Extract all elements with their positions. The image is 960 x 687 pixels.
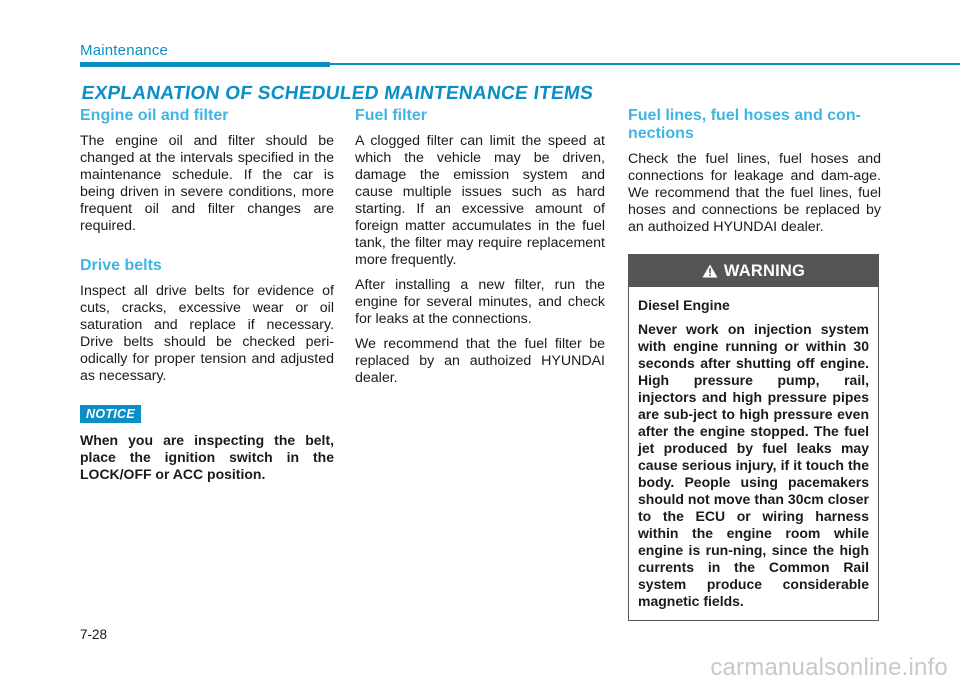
notice-text: When you are inspecting the belt, place the ignition switch in the LOCK/OFF or ACC position. — [80, 432, 334, 482]
drive-belts-body: Inspect all drive belts for evidence of cuts, cracks, excessive wear or oil saturation and replace if necessary. Drive belts should be checked peri-odically for proper tension and adjusted as necessary. — [80, 283, 334, 384]
section-label: Maintenance — [80, 42, 169, 59]
page-title: EXPLANATION OF SCHEDULED MAINTENANCE ITEMS — [80, 83, 595, 104]
warning-box — [628, 254, 879, 621]
warning-triangle-icon — [702, 264, 718, 278]
warning-label: WARNING — [723, 261, 806, 280]
drive-belts-heading: Drive belts — [80, 257, 162, 274]
page-number: 7-28 — [80, 627, 108, 642]
header-rule-thick — [80, 62, 330, 67]
engine-oil-heading: Engine oil and filter — [80, 107, 229, 124]
fuel-lines-heading: Fuel lines, fuel hoses and con-nections — [628, 107, 861, 142]
warning-header — [629, 255, 878, 287]
warning-body — [629, 287, 878, 610]
watermark: carmanualsonline.info — [710, 654, 948, 681]
warning-title: Diesel Engine — [638, 297, 730, 313]
fuel-lines-body: Check the fuel lines, fuel hoses and connections for leakage and dam-age. We recommend that the fuel lines, fuel hoses and connections be replaced by an authoized HYUNDAI dealer. — [628, 151, 881, 235]
header-rule-thin — [330, 63, 960, 65]
notice-badge: NOTICE — [80, 405, 141, 423]
warning-text: Never work on injection system with engine running or within 30 seconds after shutting off engine. High pressure pump, rail, injectors and high pressure pipes are sub-ject to high pressure even after the engine stopped. The fuel jet produced by fuel leaks may cause serious injury, if it touch the body. People using pacemakers should not move than 30cm closer to the ECU or wiring harness within the engine room while engine is run-ning, since the high currents in the Common Rail system produce considerable magnetic fields. — [638, 321, 869, 609]
column-3 — [628, 107, 881, 244]
fuel-filter-para-3: We recommend that the fuel filter be replaced by an authoized HYUNDAI dealer. — [355, 336, 605, 386]
engine-oil-body: The engine oil and filter should be changed at the intervals specified in the maintenance schedule. If the car is being driven in severe conditions, more frequent oil and filter changes are required. — [80, 133, 334, 234]
column-1 — [80, 107, 334, 483]
fuel-filter-para-2: After installing a new filter, run the engine for several minutes, and check for leaks at the connections. — [355, 277, 605, 327]
fuel-filter-para-1: A clogged filter can limit the speed at which the vehicle may be driven, damage the emission system and cause multiple issues such as hard starting. If an excessive amount of foreign matter accumulates in the fuel tank, the filter may require replacement more frequently. — [355, 133, 605, 268]
fuel-filter-heading: Fuel filter — [355, 107, 428, 124]
column-2 — [355, 107, 605, 395]
